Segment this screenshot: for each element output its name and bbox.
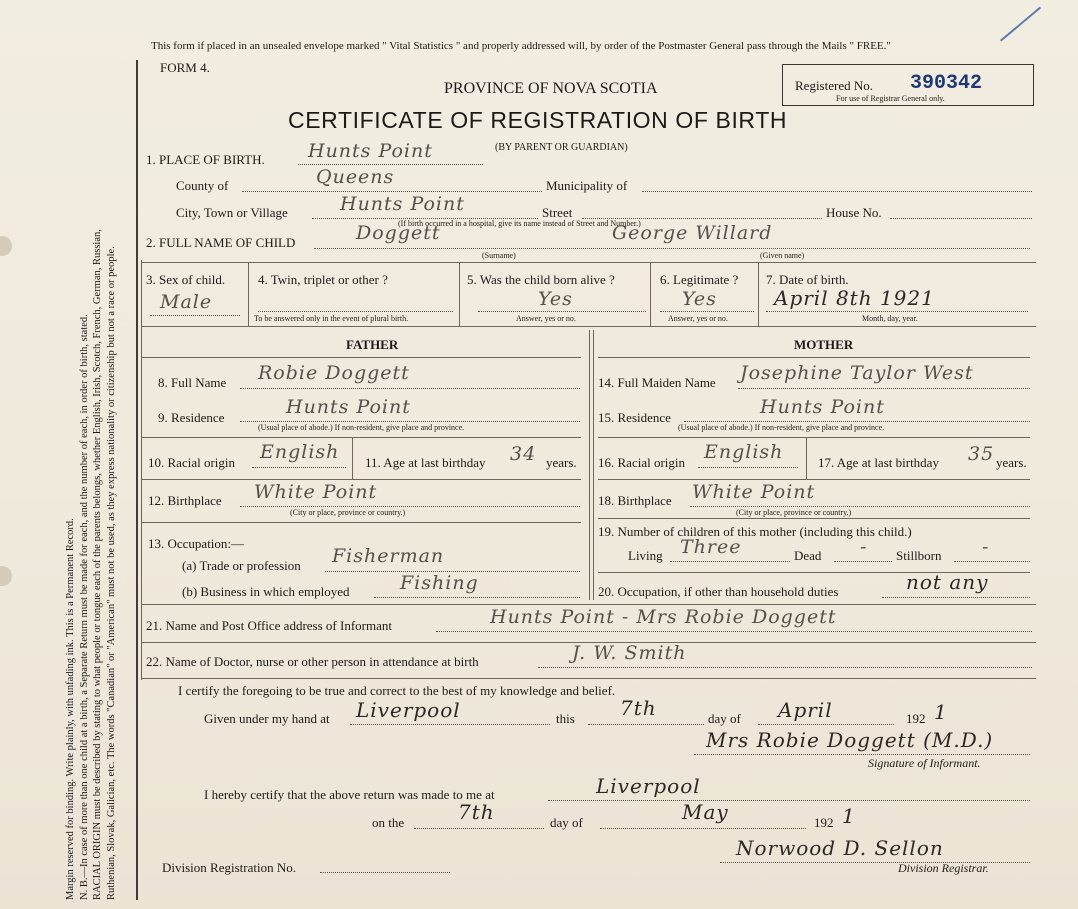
signature-caption: Signature of Informant. xyxy=(868,756,981,770)
fill-line xyxy=(374,597,580,598)
rule xyxy=(593,330,594,600)
dead-value: - xyxy=(860,536,868,558)
mother-name-label: 14. Full Maiden Name xyxy=(598,375,716,390)
binding-hole xyxy=(0,236,12,256)
child-surname-value: Doggett xyxy=(356,222,441,244)
registered-label: Registered No. xyxy=(795,78,873,93)
living-value: Three xyxy=(680,536,742,558)
informant-signature: Mrs Robie Doggett (M.D.) xyxy=(706,728,994,752)
registrar-statement: I hereby certify that the above return was made to me at xyxy=(204,787,495,802)
father-name-label: 8. Full Name xyxy=(158,375,227,390)
margin-note: RACIAL ORIGIN must be described by stating to what people or tongue each of the parents belongs, whether English, Irish, Scotch, French, German, Russian, xyxy=(92,229,103,900)
fill-line xyxy=(738,388,1030,389)
father-birthplace-label: 12. Birthplace xyxy=(148,493,222,508)
fill-line xyxy=(670,561,790,562)
rule xyxy=(598,437,1030,438)
rule xyxy=(806,437,807,479)
mother-birthplace-value: White Point xyxy=(692,481,816,503)
registrar-note: For use of Registrar General only. xyxy=(836,94,945,103)
father-birthplace-value: White Point xyxy=(254,481,378,503)
rule xyxy=(598,357,1030,358)
given-year-printed: 192 xyxy=(906,711,926,726)
stillborn-value: - xyxy=(982,536,990,558)
this-label: this xyxy=(556,711,575,726)
fill-line xyxy=(258,311,453,312)
rule xyxy=(598,518,1030,519)
living-label: Living xyxy=(628,548,663,563)
fill-line xyxy=(834,561,892,562)
date-of-birth-label: 7. Date of birth. xyxy=(766,272,849,287)
rule xyxy=(248,262,249,326)
left-inner-border xyxy=(141,260,142,680)
father-name-value: Robie Doggett xyxy=(258,362,410,384)
given-place-value: Liverpool xyxy=(356,698,461,722)
division-registration-label: Division Registration No. xyxy=(162,860,296,875)
rule xyxy=(589,330,590,600)
fill-line xyxy=(320,872,450,873)
municipality-label: Municipality of xyxy=(546,178,628,193)
fill-line xyxy=(478,311,646,312)
alive-label: 5. Was the child born alive ? xyxy=(467,272,615,287)
father-trade-label: (a) Trade or profession xyxy=(182,558,301,573)
province-title: PROVINCE OF NOVA SCOTIA xyxy=(444,80,658,97)
alive-note: Answer, yes or no. xyxy=(516,314,576,323)
hospital-note: (If birth occurred in a hospital, give its name instead of Street and Number.) xyxy=(398,219,641,228)
registrar-year-printed: 192 xyxy=(814,815,834,830)
father-business-value: Fishing xyxy=(400,572,479,594)
mother-heading: MOTHER xyxy=(794,337,854,352)
father-residence-note: (Usual place of abode.) If non-resident, give place and province. xyxy=(258,423,465,432)
mother-occupation-value: not any xyxy=(906,570,989,594)
mother-name-value: Josephine Taylor West xyxy=(740,362,974,384)
fill-line xyxy=(882,597,1030,598)
check-mark xyxy=(1000,7,1041,42)
rule xyxy=(141,522,581,523)
county-label: County of xyxy=(176,178,229,193)
certify-statement: I certify the foregoing to be true and correct to the best of my knowledge and belief. xyxy=(178,683,616,698)
father-residence-label: 9. Residence xyxy=(158,410,225,425)
fill-line xyxy=(242,191,542,192)
fill-line xyxy=(240,388,580,389)
fill-line xyxy=(758,724,894,725)
rule xyxy=(352,437,353,479)
mother-residence-label: 15. Residence xyxy=(598,410,671,425)
legitimate-value: Yes xyxy=(682,288,717,310)
dayof-label: day of xyxy=(708,711,741,726)
place-of-birth-label: 1. PLACE OF BIRTH. xyxy=(146,152,265,167)
form-number: FORM 4. xyxy=(160,60,210,75)
rule xyxy=(141,326,1036,327)
children-count-label: 19. Number of children of this mother (including this child.) xyxy=(598,524,912,539)
father-race-value: English xyxy=(260,441,340,463)
registrar-year-digit: 1 xyxy=(842,804,856,828)
mother-age-label: 17. Age at last birthday xyxy=(818,455,939,470)
father-heading: FATHER xyxy=(346,337,399,352)
informant-label: 21. Name and Post Office address of Informant xyxy=(146,618,392,633)
fill-line xyxy=(694,754,1030,755)
father-occupation-label: 13. Occupation:— xyxy=(148,536,245,551)
given-year-digit: 1 xyxy=(934,700,948,724)
registrar-place-value: Liverpool xyxy=(596,774,701,798)
fill-line xyxy=(252,467,346,468)
registrar-month-value: May xyxy=(682,800,729,824)
alive-value: Yes xyxy=(538,288,573,310)
mother-birthplace-note: (City or place, province or country.) xyxy=(736,508,852,517)
father-residence-value: Hunts Point xyxy=(286,396,411,418)
division-registrar-caption: Division Registrar. xyxy=(898,861,989,875)
fill-line xyxy=(298,164,483,165)
city-label: City, Town or Village xyxy=(176,205,288,220)
place-of-birth-value: Hunts Point xyxy=(308,140,433,162)
fill-line xyxy=(436,631,1032,632)
stillborn-label: Stillborn xyxy=(896,548,942,563)
mother-years-label: years. xyxy=(996,455,1027,470)
given-day-value: 7th xyxy=(620,696,657,720)
fill-line xyxy=(588,724,704,725)
fill-line xyxy=(766,311,1028,312)
mother-birthplace-label: 18. Birthplace xyxy=(598,493,672,508)
doctor-label: 22. Name of Doctor, nurse or other person in attendance at birth xyxy=(146,654,479,669)
house-number-label: House No. xyxy=(826,205,882,220)
fill-line xyxy=(698,467,798,468)
given-month-value: April xyxy=(778,698,833,722)
rule xyxy=(141,437,581,438)
twin-note: To be answered only in the event of plural birth. xyxy=(254,314,409,323)
informant-value: Hunts Point - Mrs Robie Doggett xyxy=(490,606,837,628)
father-race-label: 10. Racial origin xyxy=(148,455,236,470)
registered-number: 390342 xyxy=(910,72,983,95)
rule xyxy=(758,262,759,326)
legitimate-label: 6. Legitimate ? xyxy=(660,272,739,287)
registrar-day-value: 7th xyxy=(458,800,495,824)
fill-line xyxy=(240,421,580,422)
sex-value: Male xyxy=(160,291,213,313)
registrar-dayof-label: day of xyxy=(550,815,583,830)
fill-line xyxy=(600,828,806,829)
legitimate-note: Answer, yes or no. xyxy=(668,314,728,323)
rule xyxy=(141,678,1036,679)
rule xyxy=(459,262,460,326)
fill-line xyxy=(690,506,1030,507)
rule xyxy=(598,479,1030,480)
fill-line xyxy=(548,800,1030,801)
sex-label: 3. Sex of child. xyxy=(146,272,226,287)
left-border xyxy=(136,60,138,900)
rule xyxy=(141,604,1036,605)
date-note: Month, day, year. xyxy=(862,314,918,323)
certificate-title: CERTIFICATE OF REGISTRATION OF BIRTH xyxy=(288,107,788,133)
fill-line xyxy=(660,311,754,312)
surname-caption: (Surname) xyxy=(482,251,516,260)
fill-line xyxy=(314,248,1030,249)
date-of-birth-value: April 8th 1921 xyxy=(774,286,935,310)
fill-line xyxy=(684,421,1030,422)
rule xyxy=(141,479,581,480)
fill-line xyxy=(890,218,1032,219)
rule xyxy=(141,262,1036,263)
on-the-label: on the xyxy=(372,815,405,830)
postal-notice: This form if placed in an unsealed envelope marked " Vital Statistics " and properly addressed will, by order of the Postmaster General pass through the Mails " FREE." xyxy=(151,40,891,52)
mother-occupation-label: 20. Occupation, if other than household duties xyxy=(598,584,839,599)
mother-residence-value: Hunts Point xyxy=(760,396,885,418)
margin-note: Margin reserved for binding. Write plainly, with unfading ink. This is a Permanent Record. xyxy=(65,518,76,900)
street-label: Street xyxy=(542,205,573,220)
margin-note: N. B.—In case of more than one child at a birth, a Separate Return must be made for each, and the number of each, in order of birth, stated. xyxy=(78,314,90,900)
twin-label: 4. Twin, triplet or other ? xyxy=(258,272,388,287)
fill-line xyxy=(240,506,580,507)
fill-line xyxy=(954,561,1030,562)
margin-note: Ruthenian, Slovak, Galician, etc. The words "Canadian" or "American" must not be used, as they express nationality or citizenship but not a race or people. xyxy=(105,246,117,900)
city-value: Hunts Point xyxy=(340,193,465,215)
father-years-label: years. xyxy=(546,455,577,470)
doctor-value: J. W. Smith xyxy=(572,642,687,664)
father-age-value: 34 xyxy=(510,443,537,465)
mother-age-value: 35 xyxy=(968,443,995,465)
rule xyxy=(650,262,651,326)
father-trade-value: Fisherman xyxy=(332,545,445,567)
rule xyxy=(141,357,581,358)
certificate-subtitle: (BY PARENT OR GUARDIAN) xyxy=(495,142,628,153)
given-label: Given under my hand at xyxy=(204,711,330,726)
mother-race-label: 16. Racial origin xyxy=(598,455,686,470)
mother-race-value: English xyxy=(704,441,784,463)
mother-residence-note: (Usual place of abode.) If non-resident, give place and province. xyxy=(678,423,885,432)
father-age-label: 11. Age at last birthday xyxy=(365,455,486,470)
binding-hole xyxy=(0,566,12,586)
dead-label: Dead xyxy=(794,548,822,563)
county-value: Queens xyxy=(316,166,395,188)
fill-line xyxy=(150,315,240,316)
margin-instructions xyxy=(64,229,118,900)
father-birthplace-note: (City or place, province or country.) xyxy=(290,508,406,517)
given-name-caption: (Given name) xyxy=(760,251,805,260)
fill-line xyxy=(350,724,550,725)
registrar-signature: Norwood D. Sellon xyxy=(736,836,944,860)
fill-line xyxy=(642,191,1032,192)
fill-line xyxy=(414,828,544,829)
fill-line xyxy=(538,667,1032,668)
child-name-label: 2. FULL NAME OF CHILD xyxy=(146,235,296,250)
father-business-label: (b) Business in which employed xyxy=(182,584,350,599)
child-given-name-value: George Willard xyxy=(612,222,773,244)
